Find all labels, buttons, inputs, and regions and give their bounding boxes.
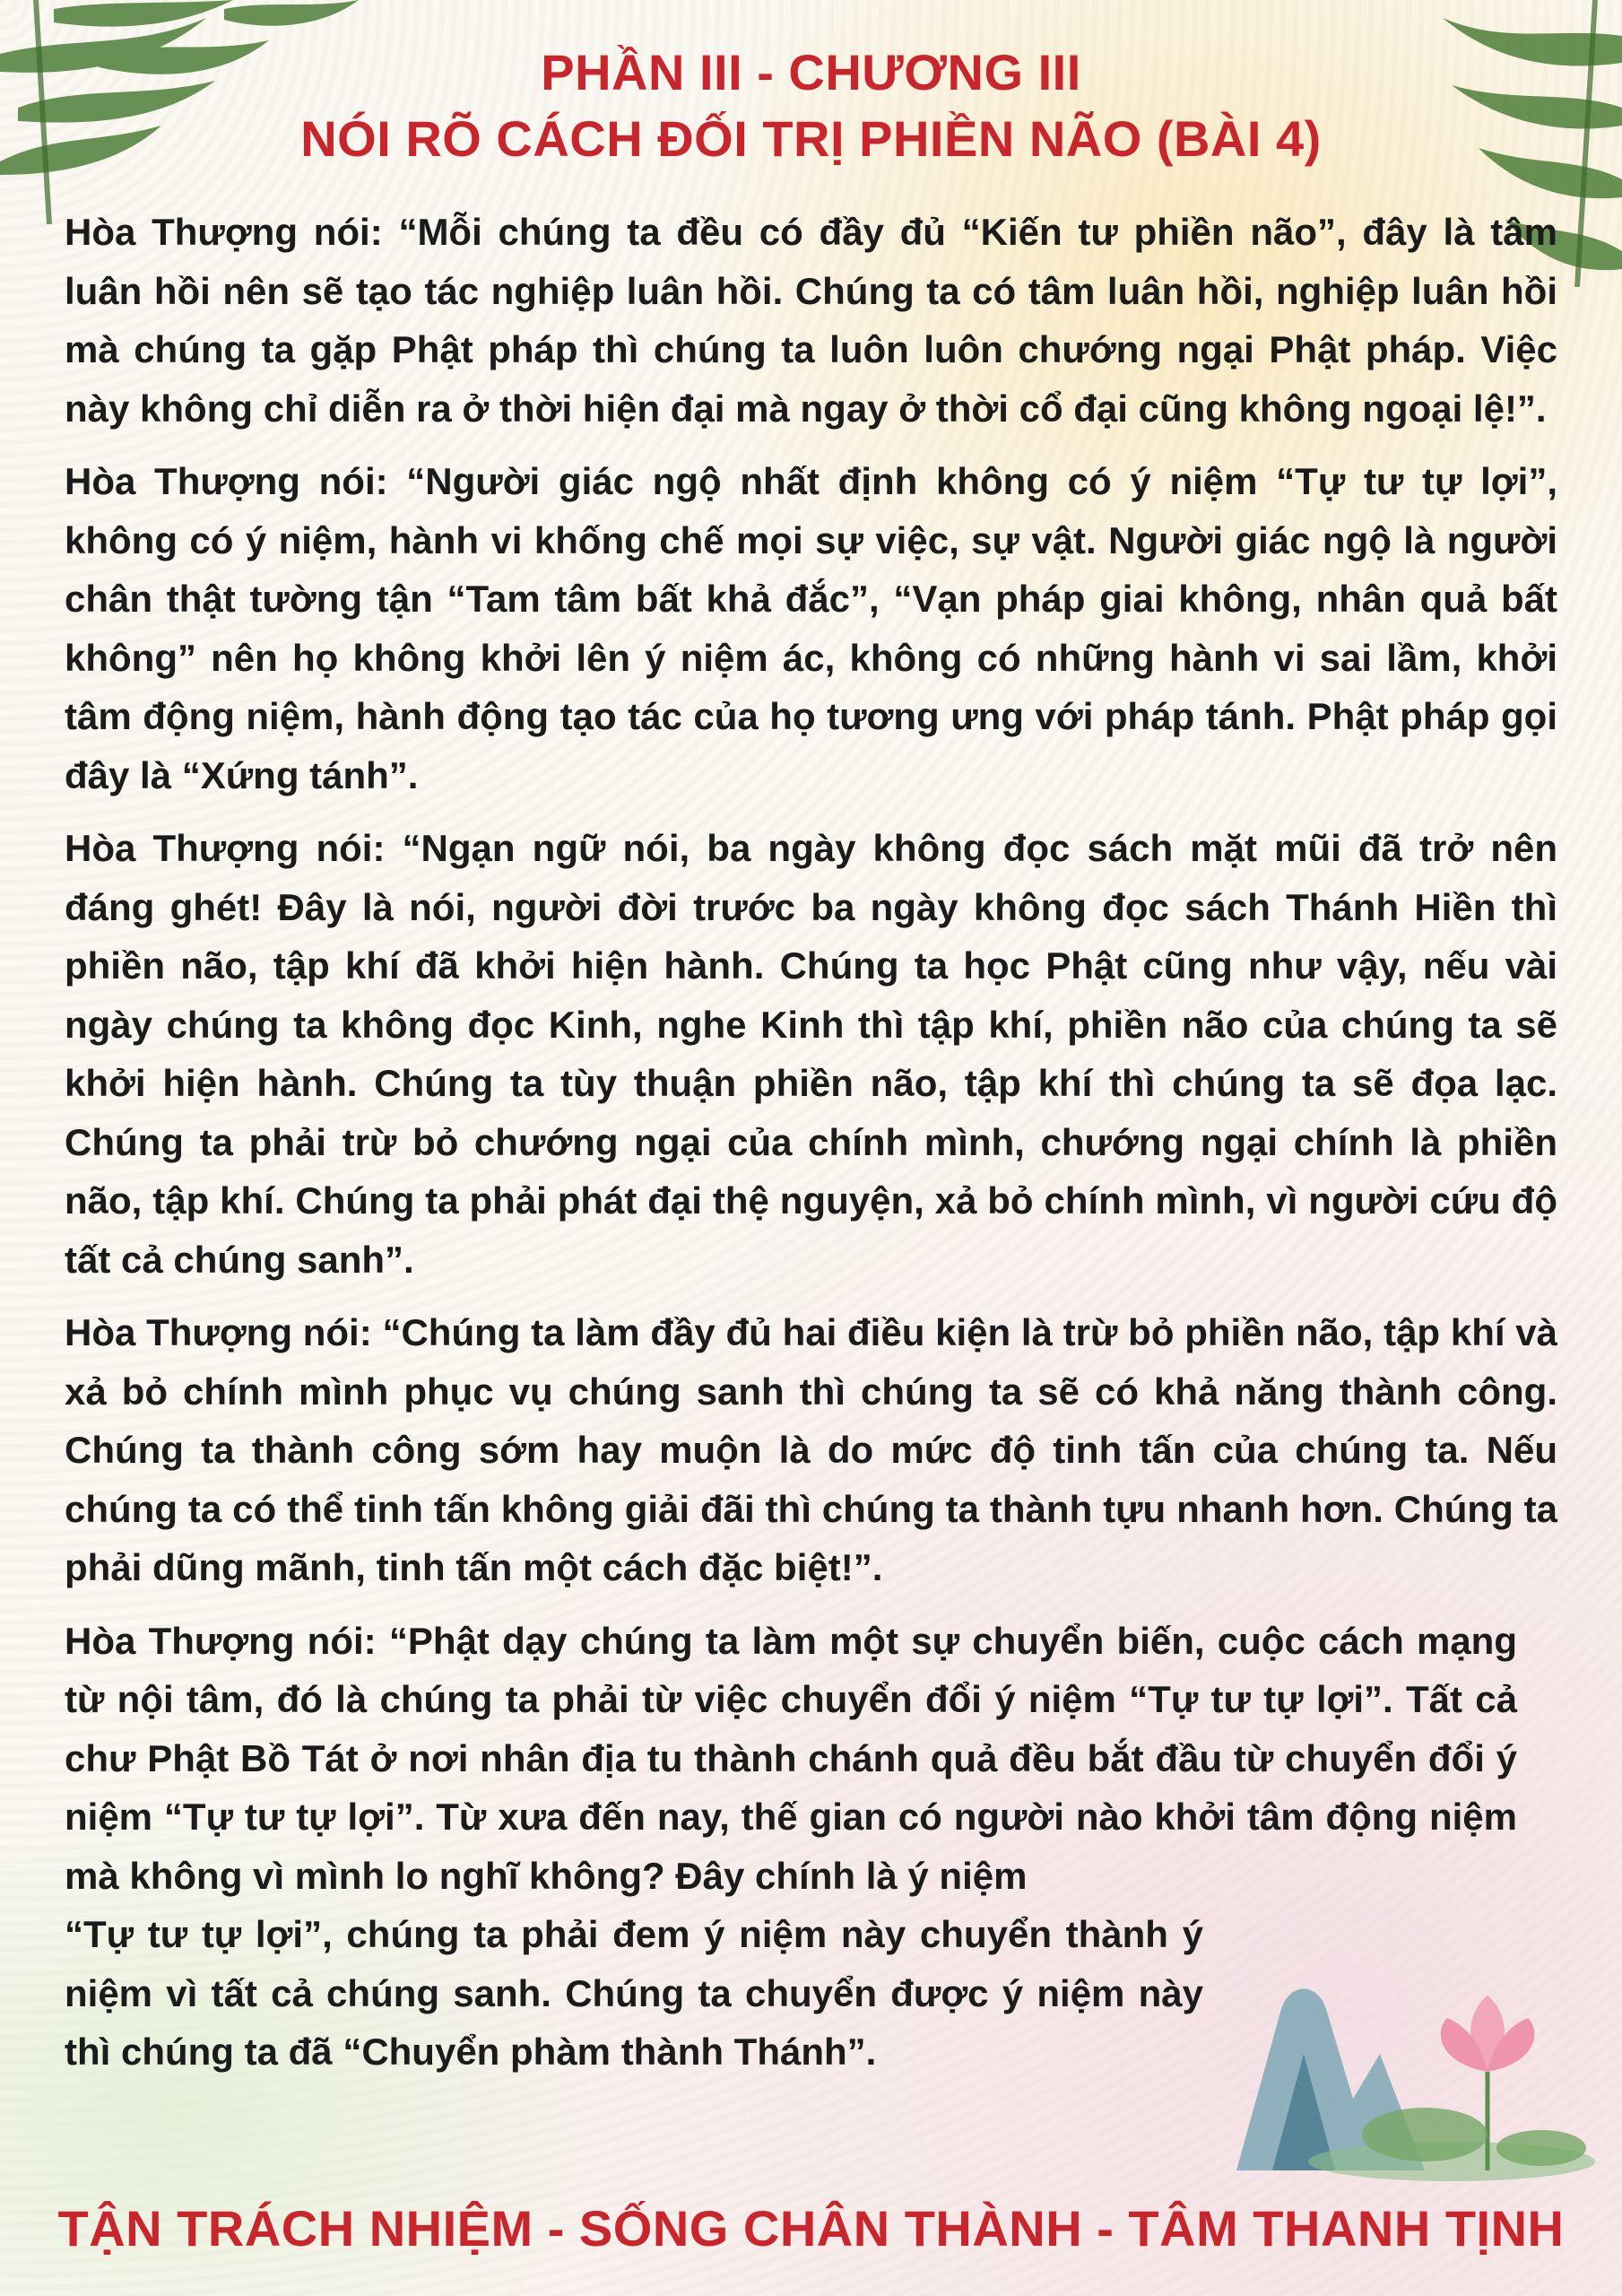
title-line-chapter: PHẦN III - CHƯƠNG III [541,44,1081,100]
page-title [0,39,1622,172]
footer-slogan: TẬN TRÁCH NHIỆM - SỐNG CHÂN THÀNH - TÂM THANH TỊNH [57,2200,1565,2257]
lotus-illustration [1219,1955,1595,2188]
paragraph-5: Hòa Thượng nói: “Phật dạy chúng ta làm một sự chuyển biến, cuộc cách mạng từ nội tâm, đó là chúng ta phải từ việc chuyển đổi ý niệm “Tự tư tự lợi”. Tất cả chư Phật Bồ Tát ở nơi nhân địa tu thành chánh quả đều bắt đầu từ chuyển đổi ý niệm “Tự tư tự lợi”. Từ xưa đến nay, thế gian có người nào khởi tâm động niệm mà không vì mình lo nghĩ không? Đây chính là ý niệm [65,1619,1517,1897]
article-body [65,203,1557,2082]
paragraph-1: Hòa Thượng nói: “Mỗi chúng ta đều có đầy đủ “Kiến tư phiền não”, đây là tâm luân hồi nên sẽ tạo tác nghiệp luân hồi. Chúng ta có tâm luân hồi, nghiệp luân hồi mà chúng ta gặp Phật pháp thì chúng ta luôn luôn chướng ngại Phật pháp. Việc này không chỉ diễn ra ở thời hiện đại mà ngay ở thời cổ đại cũng không ngoại lệ!”. [65,211,1557,430]
paragraph-5-continuation: “Tự tư tự lợi”, chúng ta phải đem ý niệm này chuyển thành ý niệm vì tất cả chúng sanh. Chúng ta chuyển được ý niệm này thì chúng ta đã “Chuyển phàm thành Thánh”. [65,1913,1203,2073]
title-line-topic: NÓI RÕ CÁCH ĐỐI TRỊ PHIỀN NÃO (BÀI 4) [300,110,1322,167]
paragraph-4: Hòa Thượng nói: “Chúng ta làm đầy đủ hai điều kiện là trừ bỏ phiền não, tập khí và xả bỏ chính mình phục vụ chúng sanh thì chúng ta sẽ có khả năng thành công. Chúng ta thành công sớm hay muộn là do mức độ tinh tấn của chúng ta. Nếu chúng ta có thể tinh tấn không giải đãi thì chúng ta thành tựu nhanh hơn. Chúng ta phải dũng mãnh, tinh tấn một cách đặc biệt!”. [65,1311,1557,1588]
paragraph-2: Hòa Thượng nói: “Người giác ngộ nhất định không có ý niệm “Tự tư tự lợi”, không có ý niệm, hành vi khống chế mọi sự việc, sự vật. Người giác ngộ là người chân thật tường tận “Tam tâm bất khả đắc”, “Vạn pháp giai không, nhân quả bất không” nên họ không khởi lên ý niệm ác, không có những hành vi sai lầm, khởi tâm động niệm, hành động tạo tác của họ tương ưng với pháp tánh. Phật pháp gọi đây là “Xứng tánh”. [65,460,1557,796]
paragraph-3: Hòa Thượng nói: “Ngạn ngữ nói, ba ngày không đọc sách mặt mũi đã trở nên đáng ghét! Đây là nói, người đời trước ba ngày không đọc sách Thánh Hiền thì phiền não, tập khí đã khởi hiện hành. Chúng ta học Phật cũng như vậy, nếu vài ngày chúng ta không đọc Kinh, nghe Kinh thì tập khí, phiền não của chúng ta sẽ khởi hiện hành. Chúng ta tùy thuận phiền não, tập khí thì chúng ta sẽ đọa lạc. Chúng ta phải trừ bỏ chướng ngại của chính mình, chướng ngại chính là phiền não, tập khí. Chúng ta phải phát đại thệ nguyện, xả bỏ chính mình, vì người cứu độ tất cả chúng sanh”. [65,827,1557,1281]
